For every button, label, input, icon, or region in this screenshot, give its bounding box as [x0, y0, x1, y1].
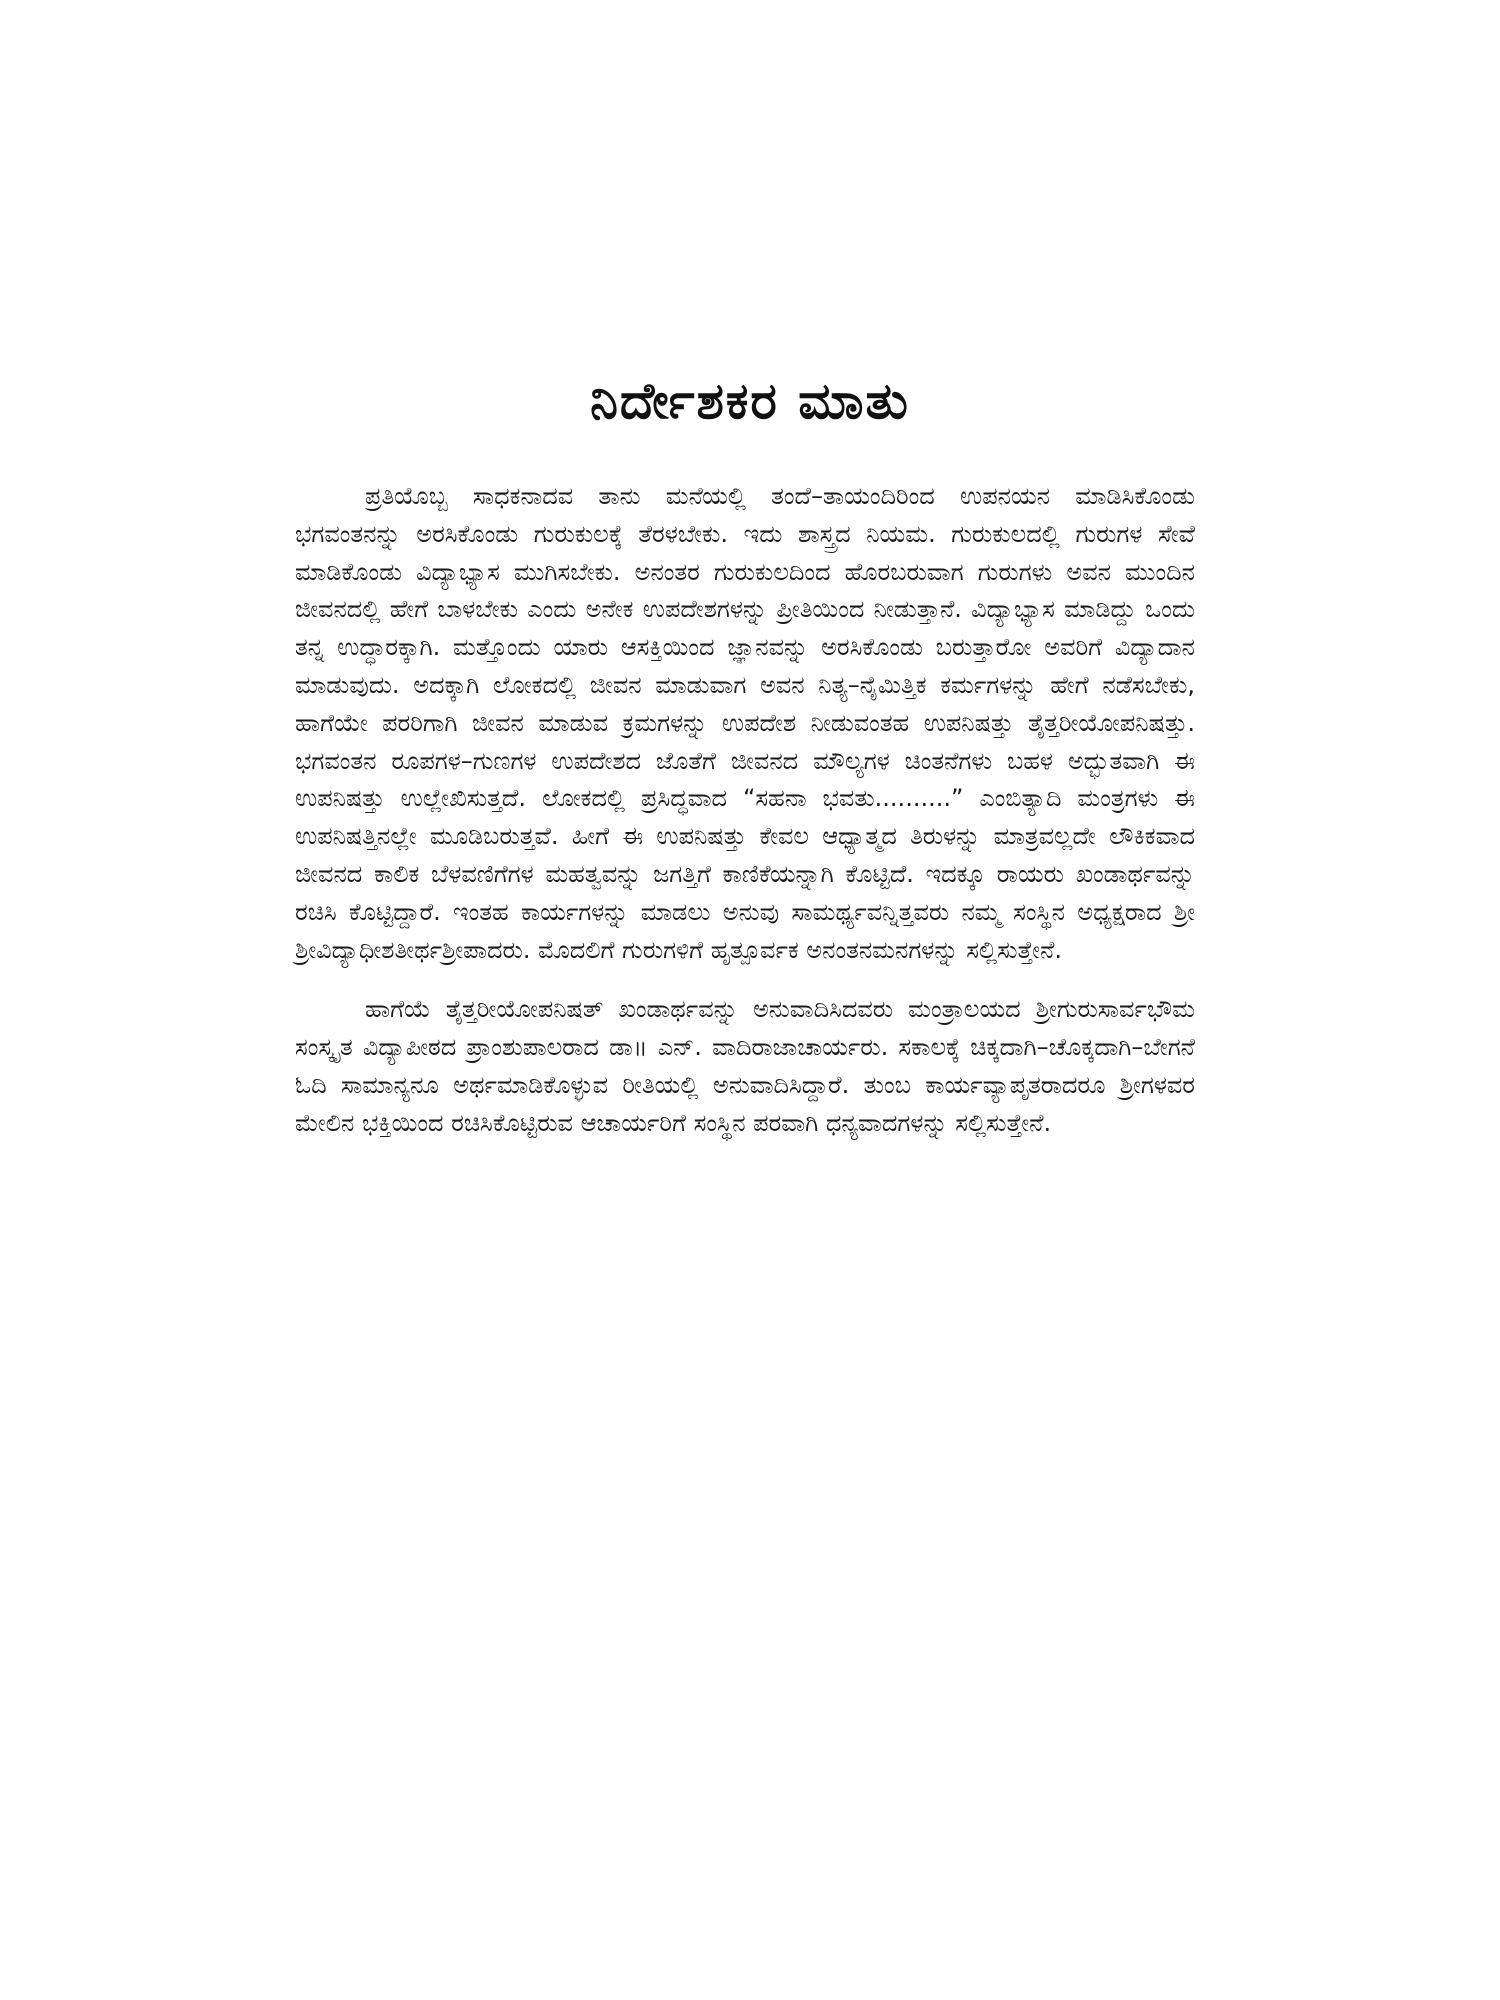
- body-text: [295, 478, 1195, 1143]
- paragraph-2: ಹಾಗೆಯೆ ತೈತ್ತರೀಯೋಪನಿಷತ್ ಖಂಡಾರ್ಥವನ್ನು ಅನುವಾದಿಸಿದವರು ಮಂತ್ರಾಲಯದ ಶ್ರೀಗುರುಸಾರ್ವಭೌಮ ಸಂಸ್ಕೃತ ವಿದ್ಯಾಪೀಠದ ಪ್ರಾಂಶುಪಾಲರಾದ ಡಾ॥ ಎನ್. ವಾದಿರಾಜಾಚಾರ್ಯರು. ಸಕಾಲಕ್ಕೆ ಚಿಕ್ಕದಾಗಿ–ಚೊಕ್ಕದಾಗಿ–ಬೇಗನೆ ಓದಿ ಸಾಮಾನ್ಯನೂ ಅರ್ಥಮಾಡಿಕೊಳ್ಳುವ ರೀತಿಯಲ್ಲಿ ಅನುವಾದಿಸಿದ್ದಾರೆ. ತುಂಬ ಕಾರ್ಯವ್ಯಾಪೃತರಾದರೂ ಶ್ರೀಗಳವರ ಮೇಲಿನ ಭಕ್ತಿಯಿಂದ ರಚಿಸಿಕೊಟ್ಟಿರುವ ಆಚಾರ್ಯರಿಗೆ ಸಂಸ್ಥಿನ ಪರವಾಗಿ ಧನ್ಯವಾದಗಳನ್ನು ಸಲ್ಲಿಸುತ್ತೇನೆ.: [295, 995, 1195, 1137]
- paragraph-1: ಪ್ರತಿಯೊಬ್ಬ ಸಾಧಕನಾದವ ತಾನು ಮನೆಯಲ್ಲಿ ತಂದೆ–ತಾಯಂದಿರಿಂದ ಉಪನಯನ ಮಾಡಿಸಿಕೊಂಡು ಭಗವಂತನನ್ನು ಅರಸಿಕೊಂಡು ಗುರುಕುಲಕ್ಕೆ ತೆರಳಬೇಕು. ಇದು ಶಾಸ್ತ್ರದ ನಿಯಮ. ಗುರುಕುಲದಲ್ಲಿ ಗುರುಗಳ ಸೇವೆ ಮಾಡಿಕೊಂಡು ವಿದ್ಯಾಭ್ಯಾಸ ಮುಗಿಸಬೇಕು. ಅನಂತರ ಗುರುಕುಲದಿಂದ ಹೊರಬರುವಾಗ ಗುರುಗಳು ಅವನ ಮುಂದಿನ ಜೀವನದಲ್ಲಿ ಹೇಗೆ ಬಾಳಬೇಕು ಎಂದು ಅನೇಕ ಉಪದೇಶಗಳನ್ನು ಪ್ರೀತಿಯಿಂದ ನೀಡುತ್ತಾನೆ. ವಿದ್ಯಾಭ್ಯಾಸ ಮಾಡಿದ್ದು ಒಂದು ತನ್ನ ಉದ್ಧಾರಕ್ಕಾಗಿ. ಮತ್ತೊಂದು ಯಾರು ಆಸಕ್ತಿಯಿಂದ ಜ್ಞಾನವನ್ನು ಅರಸಿಕೊಂಡು ಬರುತ್ತಾರೋ ಅವರಿಗೆ ವಿದ್ಯಾದಾನ ಮಾಡುವುದು. ಅದಕ್ಕಾಗಿ ಲೋಕದಲ್ಲಿ ಜೀವನ ಮಾಡುವಾಗ ಅವನ ನಿತ್ಯ–ನೈಮಿತ್ತಿಕ ಕರ್ಮಗಳನ್ನು ಹೇಗೆ ನಡೆಸಬೇಕು, ಹಾಗೆಯೇ ಪರರಿಗಾಗಿ ಜೀವನ ಮಾಡುವ ಕ್ರಮಗಳನ್ನು ಉಪದೇಶ ನೀಡುವಂತಹ ಉಪನಿಷತ್ತು ತೈತ್ತರೀಯೋಪನಿಷತ್ತು. ಭಗವಂತನ ರೂಪಗಳ–ಗುಣಗಳ ಉಪದೇಶದ ಜೊತೆಗೆ ಜೀವನದ ಮೌಲ್ಯಗಳ ಚಿಂತನೆಗಳು ಬಹಳ ಅದ್ಭುತವಾಗಿ ಈ ಉಪನಿಷತ್ತು ಉಲ್ಲೇಖಿಸುತ್ತದೆ. ಲೋಕದಲ್ಲಿ ಪ್ರಸಿದ್ಧವಾದ “ಸಹನಾ ಭವತು..........” ಎಂಬಿತ್ಯಾದಿ ಮಂತ್ರಗಳು ಈ ಉಪನಿಷತ್ತಿನಲ್ಲೇ ಮೂಡಿಬರುತ್ತವೆ. ಹೀಗೆ ಈ ಉಪನಿಷತ್ತು ಕೇವಲ ಆಧ್ಯಾತ್ಮದ ತಿರುಳನ್ನು ಮಾತ್ರವಲ್ಲದೇ ಲೌಕಿಕವಾದ ಜೀವನದ ಕಾಲಿಕ ಬೆಳವಣಿಗೆಗಳ ಮಹತ್ವವನ್ನು ಜಗತ್ತಿಗೆ ಕಾಣಿಕೆಯನ್ನಾಗಿ ಕೊಟ್ಟಿದೆ. ಇದಕ್ಕೂ ರಾಯರು ಖಂಡಾರ್ಥವನ್ನು ರಚಿಸಿ ಕೊಟ್ಟಿದ್ದಾರೆ. ಇಂತಹ ಕಾರ್ಯಗಳನ್ನು ಮಾಡಲು ಅನುವು ಸಾಮರ್ಥ್ಯವನ್ನಿತ್ತವರು ನಮ್ಮ ಸಂಸ್ಥಿನ ಅಧ್ಯಕ್ಷರಾದ ಶ್ರೀ ಶ್ರೀವಿದ್ಯಾಧೀಶತೀರ್ಥಶ್ರೀಪಾದರು. ಮೊದಲಿಗೆ ಗುರುಗಳಿಗೆ ಹೃತ್ಪೂರ್ವಕ ಅನಂತನಮನಗಳನ್ನು ಸಲ್ಲಿಸುತ್ತೇನೆ.: [295, 482, 1195, 964]
- page-title: ನಿರ್ದೇಶಕರ ಮಾತು: [590, 372, 910, 430]
